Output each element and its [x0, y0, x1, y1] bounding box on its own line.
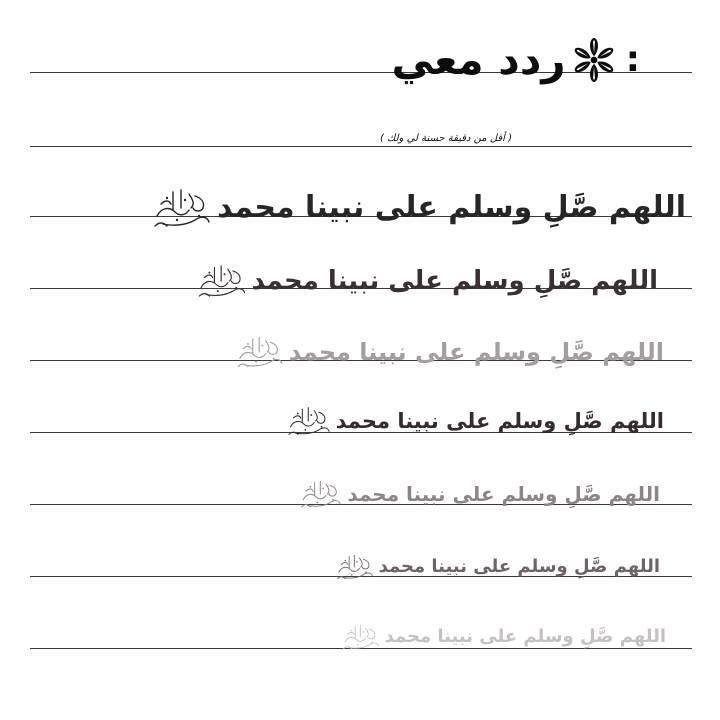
- calligraphy-seal-icon: [335, 552, 375, 582]
- calligraphy-seal-icon: [286, 404, 332, 438]
- calligraphy-seal-icon: [151, 186, 213, 230]
- salawat-row: [151, 186, 686, 230]
- salawat-row: [341, 622, 666, 652]
- calligraphy-seal-icon: [341, 622, 381, 652]
- salawat-text: اللهم صَّلِ وسلم على نبينا محمد: [384, 626, 666, 647]
- salawat-text: اللهم صَّلِ وسلم على نبينا محمد: [347, 482, 660, 506]
- subtitle: ( أقل من دقيقة حسنة لي ولك ): [380, 133, 512, 144]
- salawat-row: [335, 552, 660, 582]
- salawat-row: [299, 478, 660, 510]
- flower-icon: [570, 36, 618, 84]
- salawat-row: [286, 404, 664, 438]
- salawat-row: [235, 334, 664, 370]
- salawat-text: اللهم صَّلِ وسلم على نبينا محمد: [251, 266, 658, 296]
- page-title: [391, 30, 640, 90]
- salawat-text: اللهم صَّلِ وسلم على نبينا محمد: [288, 338, 664, 366]
- salawat-text: اللهم صَّلِ وسلم على نبينا محمد: [216, 190, 686, 225]
- calligraphy-seal-icon: [235, 334, 285, 370]
- calligraphy-seal-icon: [299, 478, 343, 510]
- title-colon: :: [625, 39, 640, 80]
- title-text: ردد معي: [391, 35, 566, 84]
- salawat-row: [196, 262, 659, 300]
- salawat-text: اللهم صَّلِ وسلم على نبينا محمد: [378, 556, 660, 577]
- salawat-text: اللهم صَّلِ وسلم على نبينا محمد: [335, 408, 664, 433]
- ruled-line: [30, 146, 692, 147]
- calligraphy-seal-icon: [196, 262, 248, 300]
